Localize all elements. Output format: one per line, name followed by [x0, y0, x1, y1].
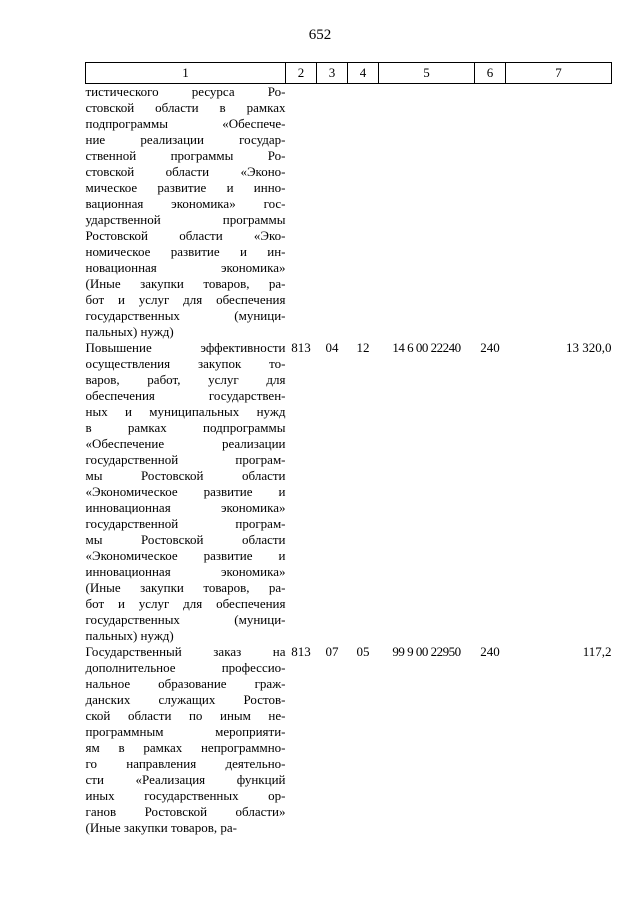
- description-line: номическое развитие и ин-: [85, 244, 286, 259]
- description-line: пальных) нужд): [85, 628, 174, 643]
- ministry-code: [286, 84, 317, 341]
- target-article-code: [379, 84, 475, 341]
- page-number: 652: [308, 27, 332, 43]
- section-code: 07: [325, 644, 339, 659]
- description-line: Ростовской области «Эко-: [85, 228, 286, 243]
- description-line: «Обеспечение реализации: [85, 436, 286, 451]
- description-line: государственных (муници-: [85, 612, 286, 627]
- description-line: инновационная экономика»: [85, 500, 286, 515]
- description-line: го направления деятельно-: [85, 756, 286, 771]
- description-line: нальное образование граж-: [85, 676, 286, 691]
- description-line: ганов Ростовской области»: [85, 804, 286, 819]
- description-line: ных и муниципальных нужд: [85, 404, 286, 419]
- column-header-7: 7: [506, 63, 612, 84]
- ministry-code: 813: [291, 340, 311, 355]
- section-code: [317, 84, 348, 341]
- ministry-code: 813: [291, 644, 311, 659]
- budget-table: [85, 62, 612, 836]
- description-line: осуществления закупок то-: [85, 356, 286, 371]
- column-header-1: 1: [86, 63, 286, 84]
- table-row: [86, 84, 612, 341]
- column-header-6: 6: [475, 63, 506, 84]
- description-line: ственной программы Ро-: [85, 148, 286, 163]
- row-description: [86, 644, 286, 836]
- description-line: ние реализации государ-: [85, 132, 286, 147]
- column-header-row: [86, 63, 612, 84]
- expense-type-code: 240: [480, 340, 500, 355]
- table-row: [86, 340, 612, 644]
- description-line: «Экономическое развитие и: [85, 484, 286, 499]
- amount: 13 320,0: [566, 340, 612, 355]
- description-line: «Экономическое развитие и: [85, 548, 286, 563]
- column-header-5: 5: [379, 63, 475, 84]
- description-line: инновационная экономика»: [85, 564, 286, 579]
- description-line: данских служащих Ростов-: [85, 692, 286, 707]
- target-article-code: 99 9 00 22950: [392, 644, 461, 659]
- description-line: стовской области «Эконо-: [85, 164, 286, 179]
- description-line: ям в рамках непрограммно-: [85, 740, 286, 755]
- amount: [506, 84, 612, 341]
- description-line: варов, работ, услуг для: [85, 372, 286, 387]
- description-line: мическое развитие и инно-: [85, 180, 286, 195]
- column-header-3: 3: [317, 63, 348, 84]
- amount: 117,2: [582, 644, 612, 659]
- description-line: ударственной программы: [85, 212, 286, 227]
- description-line: бот и услуг для обеспечения: [85, 292, 286, 307]
- subsection-code: 12: [356, 340, 370, 355]
- section-code: 04: [325, 340, 339, 355]
- column-header-2: 2: [286, 63, 317, 84]
- description-line: программным мероприяти-: [85, 724, 286, 739]
- description-line: новационная экономика»: [85, 260, 286, 275]
- description-line: государственных (муници-: [85, 308, 286, 323]
- subsection-code: 05: [356, 644, 370, 659]
- description-line: вационная экономика» гос-: [85, 196, 286, 211]
- description-line: (Иные закупки товаров, ра-: [85, 820, 237, 835]
- description-line: обеспечения государствен-: [85, 388, 286, 403]
- description-line: (Иные закупки товаров, ра-: [85, 580, 286, 595]
- description-line: Государственный заказ на: [85, 644, 286, 659]
- description-line: пальных) нужд): [85, 324, 174, 339]
- description-line: Повышение эффективности: [85, 340, 286, 355]
- description-line: мы Ростовской области: [85, 532, 286, 547]
- description-line: государственной програм-: [85, 516, 286, 531]
- description-line: государственной програм-: [85, 452, 286, 467]
- description-line: мы Ростовской области: [85, 468, 286, 483]
- description-line: иных государственных ор-: [85, 788, 286, 803]
- expense-type-code: 240: [480, 644, 500, 659]
- description-line: бот и услуг для обеспечения: [85, 596, 286, 611]
- description-line: стовской области в рамках: [85, 100, 286, 115]
- row-description: [86, 340, 286, 644]
- description-line: в рамках подпрограммы: [85, 420, 286, 435]
- column-header-4: 4: [348, 63, 379, 84]
- description-line: ской области по иным не-: [85, 708, 286, 723]
- description-line: подпрограммы «Обеспече-: [85, 116, 286, 131]
- description-line: тистического ресурса Ро-: [85, 84, 286, 99]
- target-article-code: 14 6 00 22240: [392, 340, 461, 355]
- description-line: дополнительное профессио-: [85, 660, 286, 675]
- table-row: [86, 644, 612, 836]
- expense-type-code: [475, 84, 506, 341]
- description-line: сти «Реализация функций: [85, 772, 286, 787]
- description-line: (Иные закупки товаров, ра-: [85, 276, 286, 291]
- subsection-code: [348, 84, 379, 341]
- row-description: [86, 84, 286, 341]
